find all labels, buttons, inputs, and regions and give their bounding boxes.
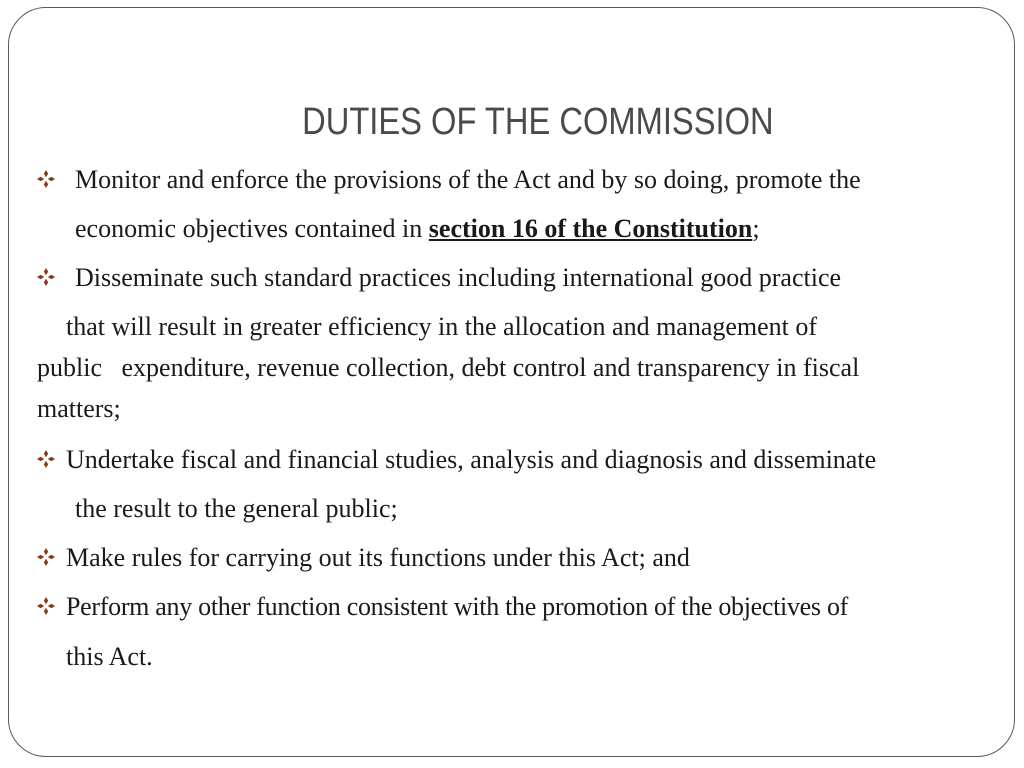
bullet-1-line-1: Monitor and enforce the provisions of the Act and by so doing, promote the: [75, 165, 861, 194]
bullet-1-line-2-text: economic objectives contained in: [75, 214, 429, 243]
bullet-5-line-1: Perform any other function consistent with the promotion of the objectives of: [66, 592, 848, 621]
bullet-3-line-1: Undertake fiscal and financial studies, analysis and diagnosis and disseminate: [66, 445, 877, 474]
bullet-2-line-3: public expenditure, revenue collection, debt control and transparency in fiscal: [37, 353, 860, 382]
diamond-bullet-icon: [37, 170, 55, 188]
bullet-1-line-2-end: ;: [752, 214, 760, 243]
constitution-reference: section 16 of the Constitution: [428, 214, 753, 243]
bullet-5-line-2: this Act.: [66, 642, 153, 671]
diamond-bullet-icon: [37, 268, 55, 286]
bullet-2-line-4: matters;: [37, 394, 121, 423]
bullet-3-line-2: the result to the general public;: [75, 494, 398, 523]
bullet-4-line-1: Make rules for carrying out its functions under this Act; and: [66, 543, 690, 572]
bullet-2-line-2: that will result in greater efficiency in the allocation and management of: [66, 312, 818, 341]
bullet-1-line-2: [75, 214, 760, 244]
diamond-bullet-icon: [37, 548, 55, 566]
diamond-bullet-icon: [37, 597, 55, 615]
bullet-2-line-1: Disseminate such standard practices including international good practice: [75, 263, 842, 292]
diamond-bullet-icon: [37, 450, 55, 468]
slide-title: DUTIES OF THE COMMISSION: [302, 101, 774, 143]
